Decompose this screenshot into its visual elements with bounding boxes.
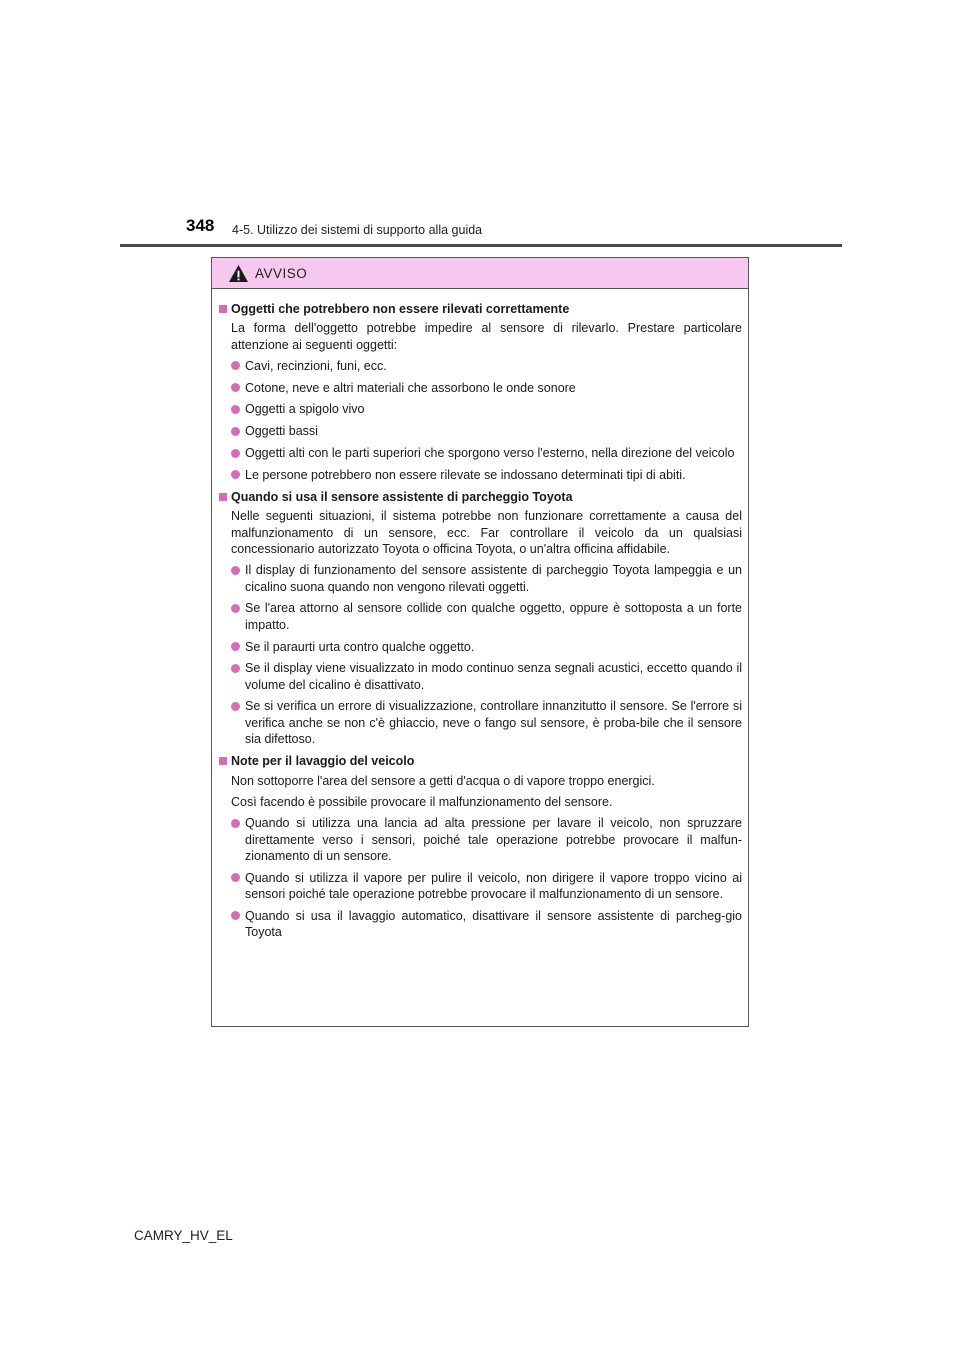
bullet-dot-icon	[231, 566, 240, 575]
bullet-dot-icon	[231, 361, 240, 370]
list-item	[219, 870, 742, 903]
warning-triangle-icon	[228, 264, 249, 283]
square-bullet-icon	[219, 305, 227, 313]
square-bullet-icon	[219, 493, 227, 501]
list-item	[219, 639, 742, 655]
section-car-wash	[219, 753, 742, 940]
list-item	[219, 908, 742, 941]
bullet-dot-icon	[231, 449, 240, 458]
list-item-text: Quando si utilizza il vapore per pulire il veicolo, non dirigere il vapore troppo vicino ai sensori poiché tale operazione potrebbe provocare il malfunzionamento di un sensore.	[245, 870, 742, 901]
bullet-dot-icon	[231, 873, 240, 882]
bullet-dot-icon	[231, 383, 240, 392]
page-number: 348	[186, 216, 215, 235]
paragraph: Non sottoporre l'area del sensore a getti d'acqua o di vapore troppo energici.	[231, 773, 655, 788]
list-item	[219, 698, 742, 747]
section-parking-sensor	[219, 489, 742, 747]
list-item-text: Il display di funzionamento del sensore assistente di parcheggio Toyota lampeggia e un cicalino suona quando non vengono rilevati oggetti.	[245, 563, 742, 594]
bullet-dot-icon	[231, 911, 240, 920]
list-item	[219, 467, 742, 483]
section-heading-text: Quando si usa il sensore assistente di parcheggio Toyota	[231, 490, 573, 505]
bullet-dot-icon	[231, 470, 240, 479]
list-item	[219, 380, 742, 396]
list-item-text: Oggetti alti con le parti superiori che sporgono verso l'esterno, nella direzione del veicolo	[245, 446, 735, 461]
list-item	[219, 445, 742, 461]
list-item-text: Le persone potrebbero non essere rilevate se indossano determinati tipi di abiti.	[245, 467, 686, 482]
list-item-text: Cotone, neve e altri materiali che assorbono le onde sonore	[245, 380, 576, 395]
list-item	[219, 423, 742, 439]
warning-body	[212, 289, 748, 940]
list-item-text: Quando si utilizza una lancia ad alta pressione per lavare il veicolo, non spruzzare direttamente verso i sensori, poiché tale operazione potrebbe provocare il malfun-zionamento di un sensore.	[245, 816, 742, 863]
paragraph: Così facendo è possibile provocare il malfunzionamento del sensore.	[231, 794, 613, 809]
section-heading	[219, 489, 742, 505]
list-item-text: Oggetti bassi	[245, 424, 318, 439]
list-item	[219, 600, 742, 633]
warning-title: AVVISO	[255, 265, 308, 281]
list-item-text: Cavi, recinzioni, funi, ecc.	[245, 358, 387, 373]
bullet-dot-icon	[231, 819, 240, 828]
list-item	[219, 562, 742, 595]
bullet-dot-icon	[231, 405, 240, 414]
bullet-dot-icon	[231, 642, 240, 651]
list-item-text: Se l'area attorno al sensore collide con qualche oggetto, oppure è sottoposta a un forte impatto.	[245, 601, 742, 632]
section-heading-text: Oggetti che potrebbero non essere rilevati correttamente	[231, 302, 570, 316]
list-item	[219, 358, 742, 374]
square-bullet-icon	[219, 757, 227, 765]
bullet-dot-icon	[231, 604, 240, 613]
paragraph: La forma dell'oggetto potrebbe impedire al sensore di rilevarlo. Prestare particolare attenzione ai seguenti oggetti:	[231, 321, 742, 352]
list-item	[219, 660, 742, 693]
header-rule	[120, 244, 842, 247]
bullet-dot-icon	[231, 702, 240, 711]
list-item	[219, 815, 742, 864]
warning-box	[211, 257, 749, 1027]
list-item-text: Quando si usa il lavaggio automatico, disattivare il sensore assistente di parcheg-gio Toyota	[245, 908, 742, 939]
section-undetected-objects	[219, 301, 742, 483]
bullet-dot-icon	[231, 427, 240, 436]
list-item-text: Se il display viene visualizzato in modo continuo senza segnali acustici, eccetto quando il volume del cicalino è disattivato.	[245, 661, 742, 692]
list-item-text: Se si verifica un errore di visualizzazione, controllare innanzitutto il sensore. Se l'errore si verifica anche se non c'è ghiaccio, neve o fango sul sensore, è proba-bile che il sensore sia difettoso.	[245, 699, 742, 747]
warning-header	[212, 258, 748, 289]
list-item-text: Se il paraurti urta contro qualche oggetto.	[245, 639, 475, 654]
list-item	[219, 401, 742, 417]
section-heading	[219, 753, 742, 769]
bullet-dot-icon	[231, 664, 240, 673]
section-heading-text: Note per il lavaggio del veicolo	[231, 754, 415, 769]
section-heading	[219, 301, 742, 317]
chapter-title: 4-5. Utilizzo dei sistemi di supporto alla guida	[232, 223, 483, 237]
list-item-text: Oggetti a spigolo vivo	[245, 402, 365, 417]
paragraph: Nelle seguenti situazioni, il sistema potrebbe non funzionare correttamente a causa del malfunzionamento di un sensore, ecc. Far controllare il veicolo da un qualsiasi concessionario autorizzato Toyota o officina Toyota, o un'altra officina affidabile.	[231, 509, 742, 557]
document-code: CAMRY_HV_EL	[134, 1228, 233, 1243]
